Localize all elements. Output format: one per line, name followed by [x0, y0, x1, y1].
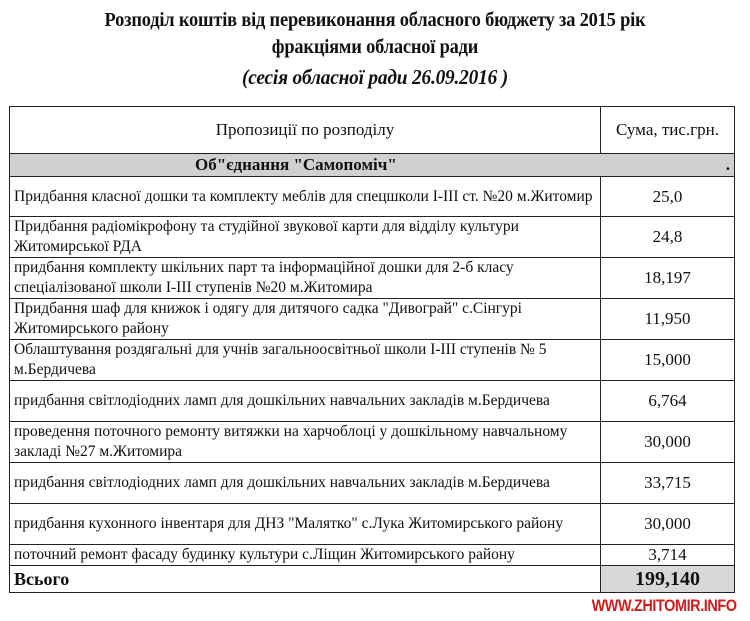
- header-proposals: Пропозиції по розподілу: [10, 107, 601, 154]
- row-text: придбання світлодіодних ламп для дошкільних навчальних закладів м.Бердичева: [10, 381, 601, 422]
- header-amount: Сума, тис.грн.: [601, 107, 735, 154]
- table-row: [10, 340, 735, 381]
- total-row: [10, 566, 735, 593]
- row-amount: 18,197: [601, 258, 735, 299]
- row-text: Придбання радіомікрофону та студійної звукової карти для відділу культури Житомирської РДА: [10, 217, 601, 258]
- total-amount: 199,140: [601, 566, 735, 593]
- row-amount: 3,714: [601, 545, 735, 566]
- table-row: [10, 177, 735, 217]
- table-header-row: [10, 107, 735, 154]
- row-text: Придбання шаф для книжок і одягу для дитячого садка "Дивограй" с.Сінгурі Житомирського району: [10, 299, 601, 340]
- table-row: [10, 463, 735, 504]
- table-row: [10, 381, 735, 422]
- row-amount: 11,950: [601, 299, 735, 340]
- table-row: [10, 422, 735, 463]
- row-text: проведення поточного ремонту витяжки на харчоблоці у дошкільному навчальному закладі №27 м.Житомира: [10, 422, 601, 463]
- row-text: придбання світлодіодних ламп для дошкільних навчальних закладів м.Бердичева: [10, 463, 601, 504]
- allocation-table: [9, 106, 735, 593]
- table-row: [10, 217, 735, 258]
- document-subtitle: фракціями обласної ради: [271, 36, 479, 58]
- table-row: [10, 258, 735, 299]
- table-row: [10, 504, 735, 545]
- row-amount: 30,000: [601, 422, 735, 463]
- group-row: [10, 154, 735, 177]
- row-amount: 33,715: [601, 463, 735, 504]
- watermark-logo: WWW.ZHITOMIR.INFO: [591, 596, 737, 615]
- row-text: поточний ремонт фасаду будинку культури с.Ліщин Житомирського району: [10, 545, 601, 566]
- table-row: [10, 299, 735, 340]
- row-amount: 30,000: [601, 504, 735, 545]
- row-text: Придбання класної дошки та комплекту меблів для спецшколи І-ІІІ ст. №20 м.Житомир: [10, 177, 601, 217]
- document-title: Розподіл коштів від перевиконання обласного бюджету за 2015 рік: [104, 9, 646, 31]
- row-amount: 15,000: [601, 340, 735, 381]
- row-text: придбання кухонного інвентаря для ДНЗ "Малятко" с.Лука Житомирського району: [10, 504, 601, 545]
- row-amount: 24,8: [601, 217, 735, 258]
- group-label: Об"єднання "Самопоміч": [10, 154, 601, 177]
- total-label: Всього: [10, 566, 601, 593]
- row-text: Облаштування роздягальні для учнів загальноосвітньої школи І-ІІІ ступенів № 5 м.Бердичева: [10, 340, 601, 381]
- row-text: придбання комплекту шкільних парт та інформаційної дошки для 2-б класу спеціалізованої школи І-ІІІ ступенів №20 м.Житомира: [10, 258, 601, 299]
- table-row: [10, 545, 735, 566]
- row-amount: 6,764: [601, 381, 735, 422]
- group-marker: .: [601, 154, 735, 177]
- session-date: (сесія обласної ради 26.09.2016 ): [242, 65, 508, 89]
- row-amount: 25,0: [601, 177, 735, 217]
